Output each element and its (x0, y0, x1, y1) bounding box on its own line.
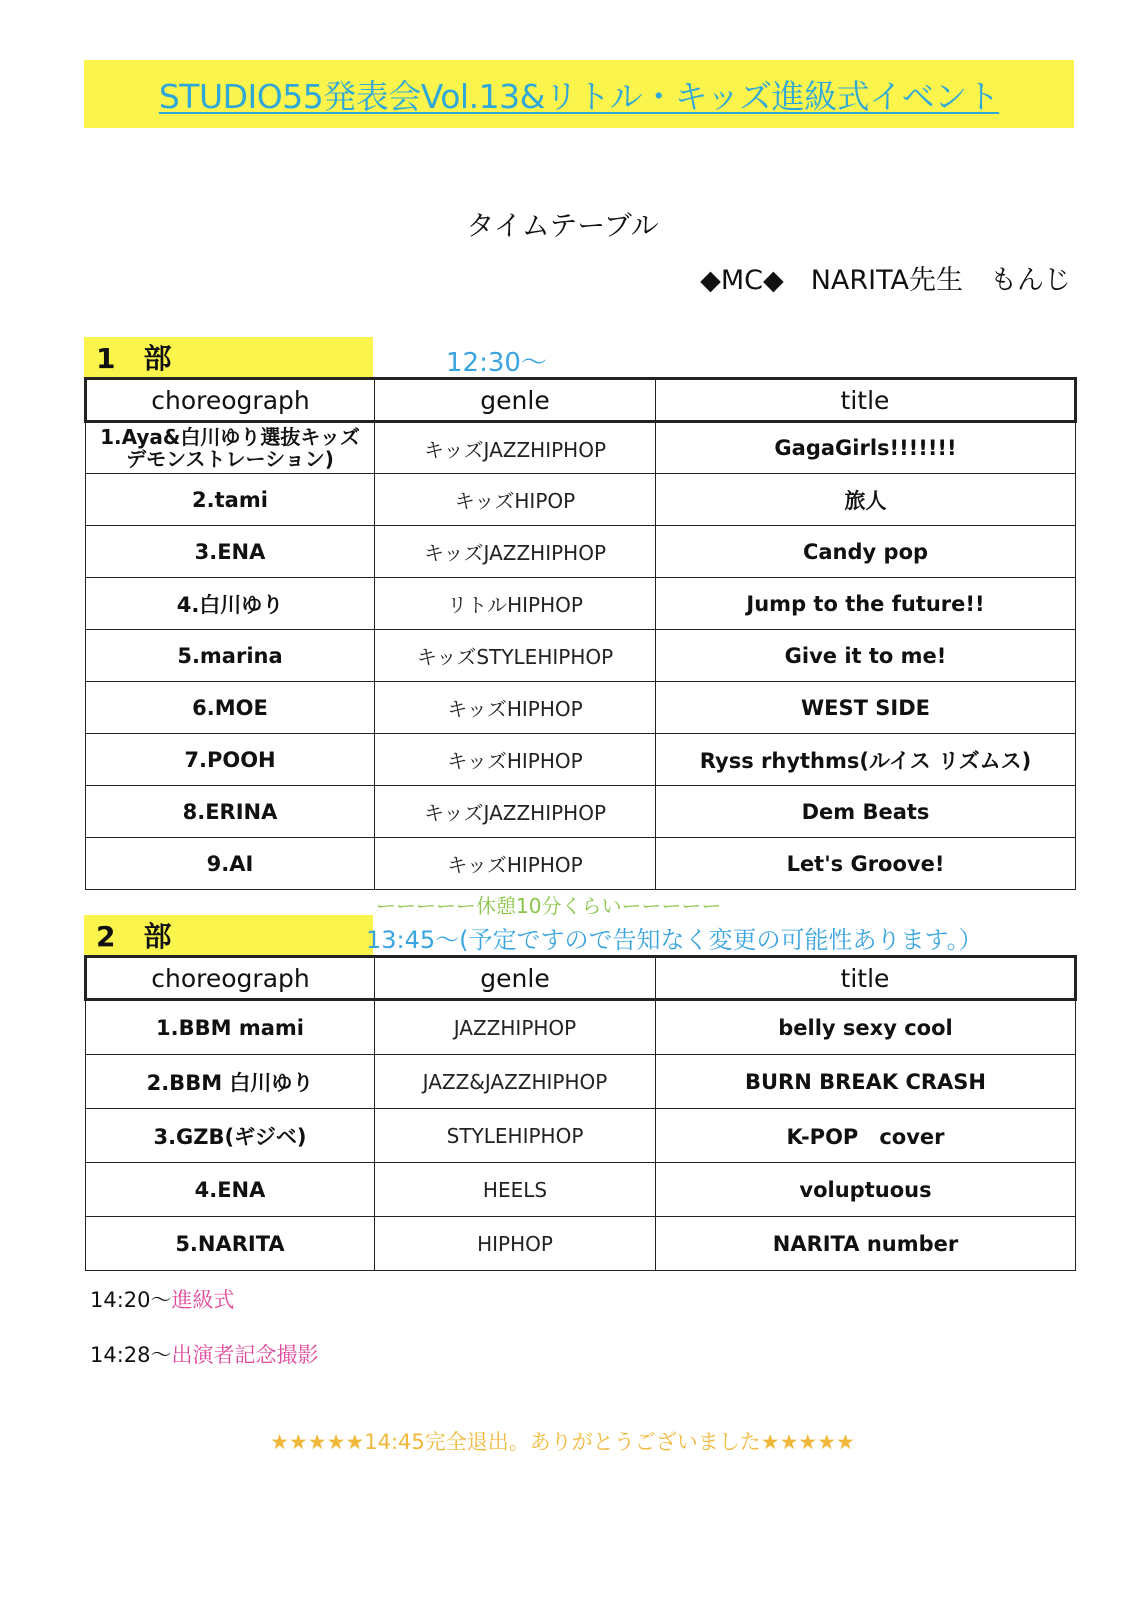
table-row (86, 682, 1076, 734)
table-row (86, 838, 1076, 890)
table-header-row (86, 379, 1076, 422)
cell-genre: キッズHIPOP (375, 474, 656, 526)
table-row (86, 1109, 1076, 1163)
part1-time: 12:30〜 (446, 348, 547, 378)
cell-choreo: 5.NARITA (86, 1217, 375, 1271)
closing-message: ★★★★★14:45完全退出。ありがとうございました★★★★★ (270, 1430, 855, 1454)
after-label: 進級式 (171, 1288, 235, 1312)
table-row (86, 1000, 1076, 1055)
cell-genre: キッズHIPHOP (375, 682, 656, 734)
cell-genre: キッズJAZZHIPHOP (375, 786, 656, 838)
part2-label: 2 部 (84, 915, 373, 955)
timetable-heading: タイムテーブル (466, 209, 659, 242)
header-title: title (656, 957, 1076, 1000)
cell-title: NARITA number (656, 1217, 1076, 1271)
mc-info: ◆MC◆ NARITA先生 もんじ (700, 265, 1071, 296)
cell-genre: HIPHOP (375, 1217, 656, 1271)
cell-choreo: 1.BBM mami (86, 1000, 375, 1055)
cell-genre: キッズSTYLEHIPHOP (375, 630, 656, 682)
table-row (86, 630, 1076, 682)
cell-choreo: 8.ERINA (86, 786, 375, 838)
table-row (86, 1217, 1076, 1271)
break-notice: ーーーーー休憩10分くらいーーーーー (376, 894, 722, 918)
cell-choreo: 3.GZB(ギジベ) (86, 1109, 375, 1163)
cell-choreo: 1.Aya&白川ゆり選抜キッズデモンストレーション) (86, 422, 375, 474)
table-header-row (86, 957, 1076, 1000)
cell-title: BURN BREAK CRASH (656, 1055, 1076, 1109)
cell-title: Jump to the future!! (656, 578, 1076, 630)
cell-title: Dem Beats (656, 786, 1076, 838)
cell-genre: JAZZHIPHOP (375, 1000, 656, 1055)
cell-title: voluptuous (656, 1163, 1076, 1217)
table-row (86, 474, 1076, 526)
cell-choreo: 9.AI (86, 838, 375, 890)
cell-genre: キッズJAZZHIPHOP (375, 422, 656, 474)
part1-table (84, 377, 1077, 890)
cell-choreo: 4.白川ゆり (86, 578, 375, 630)
table-row (86, 734, 1076, 786)
after-item-promotion (90, 1284, 235, 1314)
cell-title: Ryss rhythms(ルイス リズムス) (656, 734, 1076, 786)
cell-title: K-POP cover (656, 1109, 1076, 1163)
table-row (86, 578, 1076, 630)
header-title: title (656, 379, 1076, 422)
cell-genre: キッズJAZZHIPHOP (375, 526, 656, 578)
cell-genre: リトルHIPHOP (375, 578, 656, 630)
header-choreograph: choreograph (86, 379, 375, 422)
cell-title: belly sexy cool (656, 1000, 1076, 1055)
header-choreograph: choreograph (86, 957, 375, 1000)
header-genre: genle (375, 957, 656, 1000)
cell-choreo: 2.BBM 白川ゆり (86, 1055, 375, 1109)
after-label: 出演者記念撮影 (171, 1343, 319, 1367)
after-time: 14:28〜 (90, 1343, 172, 1367)
part1-label: 1 部 (84, 337, 373, 377)
cell-choreo: 6.MOE (86, 682, 375, 734)
part2-table (84, 955, 1077, 1271)
header-genre: genle (375, 379, 656, 422)
cell-genre: キッズHIPHOP (375, 734, 656, 786)
cell-title: Let's Groove! (656, 838, 1076, 890)
cell-choreo: 3.ENA (86, 526, 375, 578)
part2-time: 13:45〜(予定ですので告知なく変更の可能性あります。） (366, 926, 983, 954)
table-row (86, 786, 1076, 838)
cell-title: Give it to me! (656, 630, 1076, 682)
after-item-photo (90, 1339, 319, 1369)
table-row (86, 422, 1076, 474)
cell-genre: HEELS (375, 1163, 656, 1217)
cell-genre: JAZZ&JAZZHIPHOP (375, 1055, 656, 1109)
cell-title: WEST SIDE (656, 682, 1076, 734)
cell-title: GagaGirls!!!!!!! (656, 422, 1076, 474)
cell-genre: キッズHIPHOP (375, 838, 656, 890)
cell-title: Candy pop (656, 526, 1076, 578)
table-row (86, 526, 1076, 578)
cell-choreo: 2.tami (86, 474, 375, 526)
table-row (86, 1055, 1076, 1109)
cell-title: 旅人 (656, 474, 1076, 526)
title-banner (84, 60, 1074, 128)
table-row (86, 1163, 1076, 1217)
cell-choreo: 5.marina (86, 630, 375, 682)
event-title: STUDIO55発表会Vol.13&リトル・キッズ進級式イベント (158, 76, 1000, 116)
cell-choreo: 4.ENA (86, 1163, 375, 1217)
cell-choreo: 7.POOH (86, 734, 375, 786)
after-time: 14:20〜 (90, 1288, 172, 1312)
cell-genre: STYLEHIPHOP (375, 1109, 656, 1163)
